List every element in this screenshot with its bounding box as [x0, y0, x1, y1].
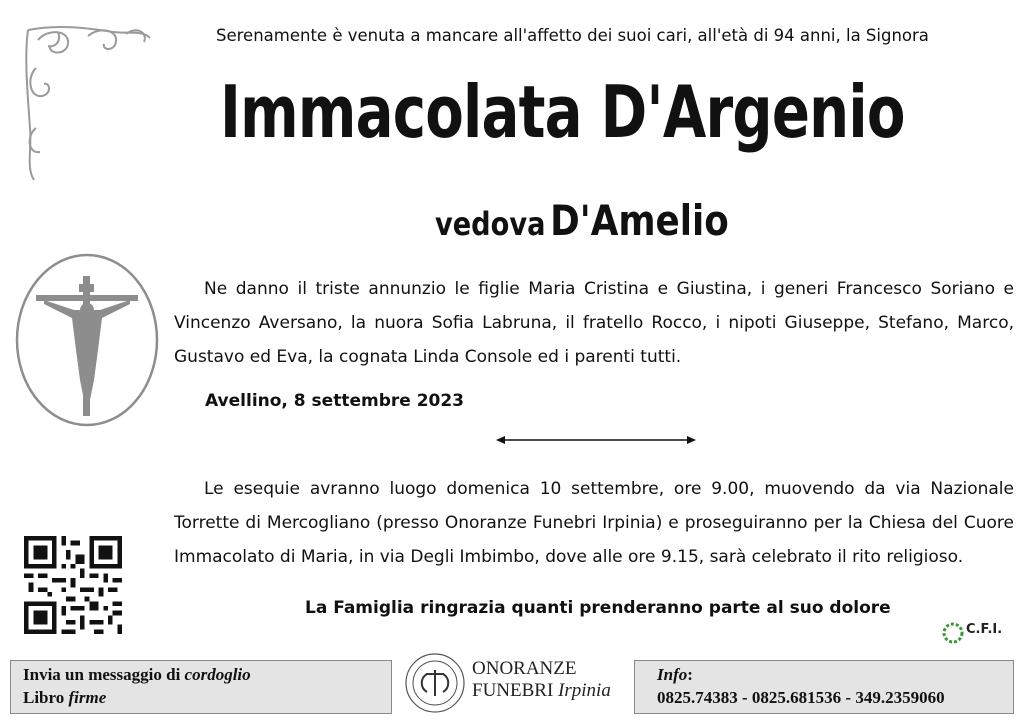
- intro-text: Serenamente è venuta a mancare all'affetto dei suoi cari, all'età di 94 anni, la Signora: [216, 26, 929, 45]
- info-phones[interactable]: 0825.74383 - 0825.681536 - 349.2359060: [657, 688, 945, 707]
- widow-line: [435, 196, 729, 245]
- corner-ornament-icon: [18, 18, 158, 188]
- message-link[interactable]: Invia un messaggio di cordoglio: [23, 665, 251, 684]
- book-link[interactable]: Libro firme: [23, 688, 107, 707]
- widow-surname: D'Amelio: [550, 196, 729, 245]
- cfi-label: C.F.I.: [966, 622, 1003, 637]
- announcement-text: Ne danno il triste annunzio le figlie Maria Cristina e Giustina, i generi Francesco Soriano e Vincenzo Aversano, la nuora Sofia Labruna, il fratello Rocco, i nipoti Giuseppe, Stefano, Marco, Gustavo ed Eva, la cognata Linda Console ed i parenti tutti.: [174, 279, 1014, 367]
- company-logo-icon: [404, 652, 466, 714]
- thanks-text: La Famiglia ringrazia quanti prenderanno parte al suo dolore: [305, 598, 891, 618]
- widow-prefix: vedova: [435, 205, 546, 243]
- funeral-text: Le esequie avranno luogo domenica 10 settembre, ore 9.00, muovendo da via Nazionale Torrette di Mercogliano (presso Onoranze Funebri Irpinia) e proseguiranno per la Chiesa del Cuore Immacolato di Maria, in via Degli Imbimbo, dove alle ore 9.15, sarà celebrato il rito religioso.: [174, 479, 1014, 567]
- condolence-box[interactable]: [10, 660, 392, 714]
- crucifix-icon: [14, 252, 160, 428]
- cfi-logo-icon: [940, 620, 966, 646]
- company-name: ONORANZE FUNEBRI Irpinia: [472, 658, 611, 701]
- place-date: Avellino, 8 settembre 2023: [205, 391, 465, 411]
- double-arrow-divider: [495, 432, 697, 448]
- deceased-name: Immacolata D'Argenio: [220, 70, 905, 154]
- qr-code-icon[interactable]: [24, 536, 122, 634]
- info-label: Info:: [657, 665, 693, 684]
- info-box: [634, 660, 1014, 714]
